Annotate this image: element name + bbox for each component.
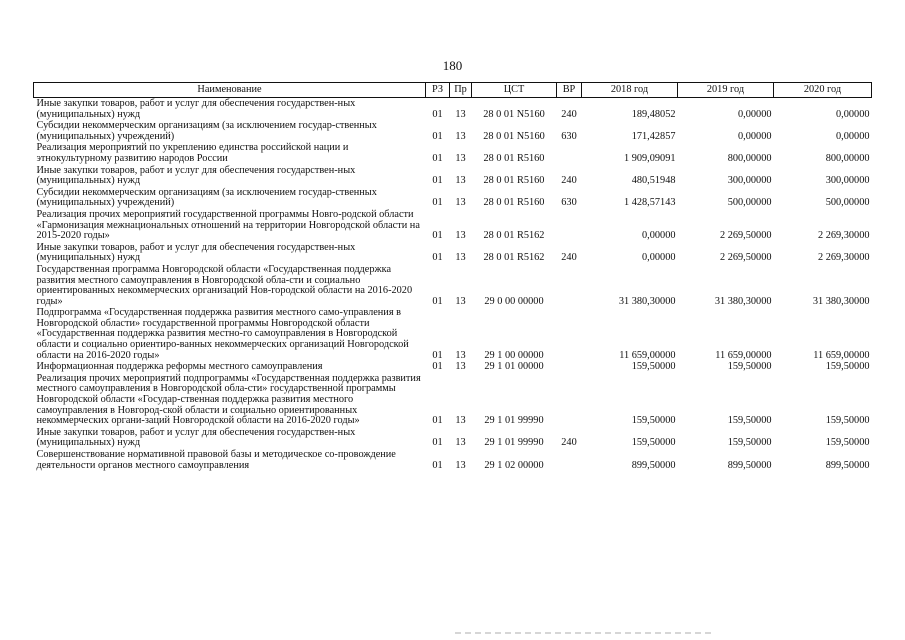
row-2018: 159,50000 — [631, 437, 676, 449]
row-vr: 630 — [561, 197, 577, 209]
row-rz: 01 — [432, 437, 443, 449]
table-row — [34, 187, 872, 209]
row-2020: 2 269,30000 — [818, 252, 870, 264]
row-2018: 0,00000 — [642, 230, 676, 242]
row-rz: 01 — [432, 175, 443, 187]
row-name: Реализация прочих мероприятий подпрограммы «Государственная поддержка развития местного самоуправления в Новгородской обла-сти» государственной программы Новгородской области «Государ-ственная поддержка развития местного самоуправления в Новгород-ской области и социально ориентированных некоммерческих органи-заций Новгородской области на 2016-2020 годы» — [36, 372, 421, 427]
row-2020: 899,50000 — [825, 459, 870, 471]
header-2019: 2019 год — [678, 83, 774, 98]
row-cst: 29 1 01 00000 — [484, 361, 544, 373]
row-cst: 28 0 01 R5162 — [483, 230, 545, 242]
row-2019: 31 380,30000 — [714, 295, 772, 307]
table-row — [34, 264, 872, 307]
row-rz: 01 — [432, 152, 443, 164]
row-rz: 01 — [432, 459, 443, 471]
row-2018: 1 428,57143 — [624, 197, 676, 209]
row-vr — [557, 361, 582, 373]
row-rz: 01 — [432, 130, 443, 142]
table-row — [34, 361, 872, 373]
row-name: Иные закупки товаров, работ и услуг для обеспечения государствен-ных (муниципальных) нужд — [36, 426, 356, 449]
row-cst: 28 0 01 R5160 — [483, 175, 545, 187]
row-vr: 240 — [561, 108, 577, 120]
row-2018: 189,48052 — [631, 108, 676, 120]
row-2019: 159,50000 — [727, 361, 772, 373]
row-2019: 300,00000 — [727, 175, 772, 187]
row-2020: 0,00000 — [836, 130, 870, 142]
row-cst: 29 1 01 99990 — [484, 437, 544, 449]
row-cst: 29 1 00 00000 — [484, 349, 544, 361]
table-row — [34, 427, 872, 449]
row-rz: 01 — [432, 252, 443, 264]
table-row — [34, 242, 872, 264]
row-2019: 159,50000 — [727, 437, 772, 449]
row-2018: 11 659,00000 — [619, 349, 676, 361]
row-vr — [557, 209, 582, 242]
row-pr: 13 — [455, 415, 466, 427]
table-row — [34, 449, 872, 471]
row-pr: 13 — [455, 252, 466, 264]
row-2020: 11 659,00000 — [813, 349, 870, 361]
row-2019: 0,00000 — [738, 108, 772, 120]
row-vr: 240 — [561, 175, 577, 187]
header-cst: ЦСТ — [472, 83, 557, 98]
row-name: Информационная поддержка реформы местного самоуправления — [36, 361, 323, 373]
row-cst: 29 0 00 00000 — [484, 295, 544, 307]
row-2019: 899,50000 — [727, 459, 772, 471]
table-row — [34, 98, 872, 121]
row-2019: 0,00000 — [738, 130, 772, 142]
row-2020: 500,00000 — [825, 197, 870, 209]
row-vr — [557, 142, 582, 164]
row-name: Иные закупки товаров, работ и услуг для обеспечения государствен-ных (муниципальных) нужд — [36, 241, 356, 264]
scan-artifact — [455, 632, 715, 634]
row-2018: 480,51948 — [631, 175, 676, 187]
page-number: 180 — [442, 58, 463, 73]
row-2019: 11 659,00000 — [715, 349, 772, 361]
row-2018: 31 380,30000 — [618, 295, 676, 307]
row-name: Подпрограмма «Государственная поддержка развития местного само-управления в Новгородской области» государственной программы Новгородской области «Государственная поддержка развития местно-го самоуправления в Новгородской области и социально ориентиро-ванных некоммерческих организаций Новгородской области на 2016-2020 годы» — [36, 307, 409, 361]
table-row — [34, 142, 872, 164]
row-cst: 28 0 01 N5160 — [483, 108, 545, 120]
header-rz: РЗ — [426, 83, 450, 98]
row-2019: 2 269,50000 — [720, 252, 772, 264]
row-2020: 31 380,30000 — [812, 295, 870, 307]
row-name: Государственная программа Новгородской области «Государственная поддержка развития местного самоуправления в Новгородской обла-сти и социально ориентированных некоммерческих организаций Нов-городской области на 2016-2020 годы» — [36, 263, 413, 307]
table-row — [34, 165, 872, 187]
header-pr: Пр — [450, 83, 472, 98]
row-cst: 29 1 01 99990 — [484, 415, 544, 427]
row-name: Субсидии некоммерческим организациям (за исключением государ-ственных (муниципальных) учреждений) — [36, 186, 377, 209]
row-rz: 01 — [432, 230, 443, 242]
row-2019: 2 269,50000 — [720, 230, 772, 242]
header-name: Наименование — [34, 83, 426, 98]
row-2020: 800,00000 — [825, 152, 870, 164]
row-2018: 1 909,09091 — [624, 152, 676, 164]
row-pr: 13 — [455, 459, 466, 471]
row-rz: 01 — [432, 197, 443, 209]
row-rz: 01 — [432, 108, 443, 120]
row-pr: 13 — [455, 349, 466, 361]
row-name: Иные закупки товаров, работ и услуг для обеспечения государствен-ных (муниципальных) нужд — [36, 164, 356, 187]
row-2020: 2 269,30000 — [818, 230, 870, 242]
row-vr — [557, 264, 582, 307]
row-pr: 13 — [455, 295, 466, 307]
row-pr: 13 — [455, 152, 466, 164]
row-rz: 01 — [432, 361, 443, 373]
row-rz: 01 — [432, 349, 443, 361]
row-pr: 13 — [455, 230, 466, 242]
row-pr: 13 — [455, 108, 466, 120]
table-row — [34, 373, 872, 427]
row-name: Реализация мероприятий по укреплению единства российской нации и этнокультурному развитию народов России — [36, 142, 349, 164]
row-cst: 28 0 01 N5160 — [483, 130, 545, 142]
row-vr — [557, 307, 582, 361]
row-vr: 630 — [561, 130, 577, 142]
row-pr: 13 — [455, 175, 466, 187]
row-pr: 13 — [455, 130, 466, 142]
row-name: Субсидии некоммерческим организациям (за исключением государ-ственных (муниципальных) учреждений) — [36, 120, 377, 142]
row-2018: 0,00000 — [642, 252, 676, 264]
row-name: Реализация прочих мероприятий государственной программы Новго-родской области «Гармонизация межнациональных отношений на территории Новгородской области на 2015-2020 годы» — [36, 208, 420, 242]
table-row — [34, 120, 872, 142]
row-2020: 159,50000 — [825, 415, 870, 427]
row-2020: 300,00000 — [825, 175, 870, 187]
row-2020: 159,50000 — [825, 437, 870, 449]
row-vr — [557, 449, 582, 471]
row-pr: 13 — [455, 437, 466, 449]
row-2019: 800,00000 — [727, 152, 772, 164]
row-name: Совершенствование нормативной правовой базы и методическое со-провождение деятельности органов местного самоуправления — [36, 449, 396, 471]
row-cst: 28 0 01 R5162 — [483, 252, 545, 264]
row-rz: 01 — [432, 295, 443, 307]
row-2018: 159,50000 — [631, 361, 676, 373]
row-2018: 171,42857 — [631, 130, 676, 142]
row-pr: 13 — [455, 197, 466, 209]
row-cst: 28 0 01 R5160 — [483, 152, 545, 164]
row-2020: 0,00000 — [836, 108, 870, 120]
budget-table — [33, 82, 872, 471]
table-row — [34, 307, 872, 361]
row-vr: 240 — [561, 437, 577, 449]
row-name: Иные закупки товаров, работ и услуг для обеспечения государствен-ных (муниципальных) нужд — [36, 98, 356, 120]
row-rz: 01 — [432, 415, 443, 427]
row-vr: 240 — [561, 252, 577, 264]
row-2019: 159,50000 — [727, 415, 772, 427]
row-2020: 159,50000 — [825, 361, 870, 373]
row-2018: 899,50000 — [631, 459, 676, 471]
row-vr — [557, 373, 582, 427]
row-2018: 159,50000 — [631, 415, 676, 427]
row-cst: 29 1 02 00000 — [484, 459, 544, 471]
header-2020: 2020 год — [774, 83, 872, 98]
row-2019: 500,00000 — [727, 197, 772, 209]
row-cst: 28 0 01 R5160 — [483, 197, 545, 209]
header-row — [34, 83, 872, 98]
header-vr: ВР — [557, 83, 582, 98]
row-pr: 13 — [455, 361, 466, 373]
table-row — [34, 209, 872, 242]
header-2018: 2018 год — [582, 83, 678, 98]
